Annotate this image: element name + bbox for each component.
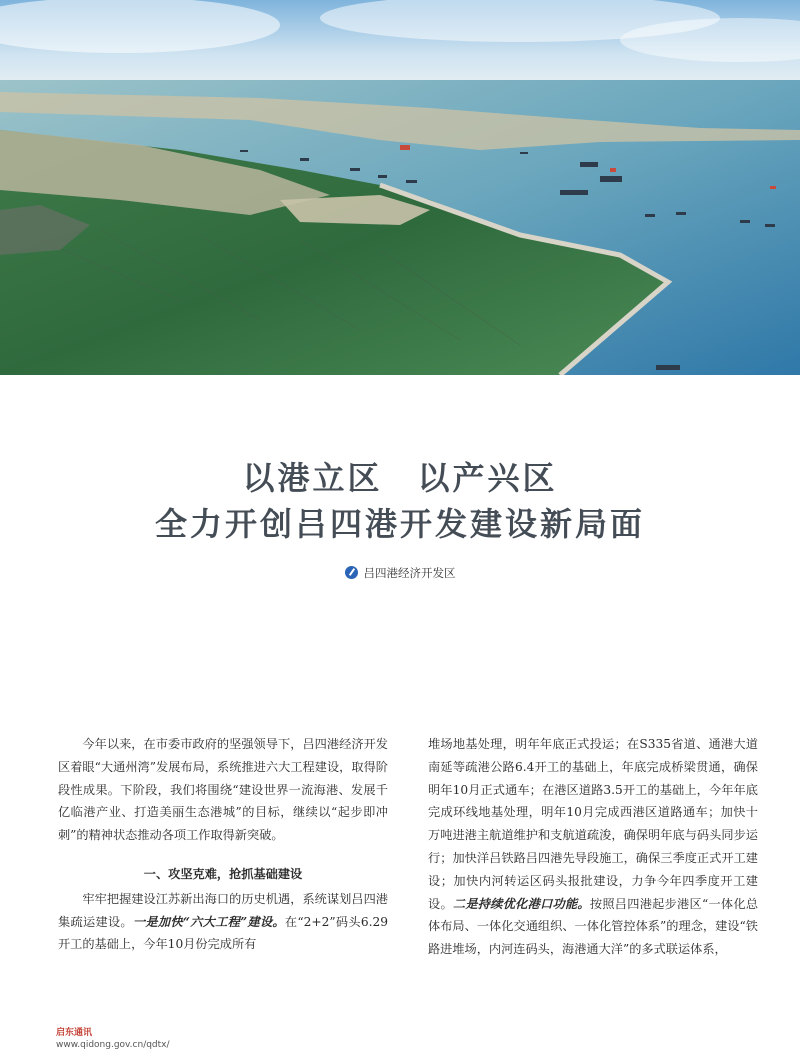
right-column: [428, 733, 758, 961]
title-line-2: 全力开创吕四港开发建设新局面: [154, 505, 645, 543]
hero-aerial-photo: [0, 0, 800, 375]
page-footer: [56, 1028, 170, 1051]
paragraph-text: 牢牢把握建设江苏新出海口的历史机遇，系统谋划吕四港集疏运建设。: [58, 891, 388, 929]
paragraph-text: 在“2+2”码头6.29开工的基础上，今年10月份完成所有: [58, 914, 389, 952]
pen-icon: [345, 566, 358, 579]
author-byline: [0, 565, 800, 581]
paragraph-text: 堆场地基处理，明年年底正式投运；在S335省道、通港大道南延等疏港公路6.4开工的基础上，年底完成桥梁贯通，确保明年10月正式通车；在港区道路3.5开工的基础上，今年年底完成环线地基处理，明年10月完成西港区道路通车；加快十万吨进港主航道维护和支航道疏浚，确保明年底与码头同步运行；加快洋吕铁路吕四港先导段施工，确保三季度正式开工建设；加快内河转运区码头报批建设，力争今年四季度开工建设。: [428, 737, 758, 911]
title-line-1: 以港立区 以产兴区: [242, 459, 558, 497]
article-title: [0, 455, 800, 547]
paragraph-intro: 今年以来，在市委市政府的坚强领导下，吕四港经济开发区着眼“大通州湾”发展布局，系统推进六大工程建设，取得阶段性成果。下阶段，我们将围绕“建设世界一流海港、发展千亿临港产业、打造美丽生态港城”的目标，继续以“起步即冲刺”的精神状态推动各项工作取得新突破。: [58, 737, 388, 843]
paragraph-continued: [428, 733, 758, 961]
footer-url[interactable]: www.qidong.gov.cn/qdtx/: [56, 1040, 170, 1050]
left-column: [58, 733, 388, 956]
section-heading-1: 一、攻坚克难，抢抓基础建设: [143, 866, 303, 881]
paragraph-text: 按照吕四港起步港区“一体化总体布局、一体化交通组织、一体化管控体系”的理念，建设“铁路进堆场，内河连码头，海港通大洋”的多式联运体系，: [428, 896, 759, 957]
emphasis-text: 一是加快“六大工程”建设。: [132, 914, 285, 929]
footer-brand: 启东通讯: [56, 1028, 93, 1038]
emphasis-text: 二是持续优化港口功能。: [452, 896, 590, 911]
author-name: 吕四港经济开发区: [363, 566, 456, 580]
paragraph-infrastructure: [58, 888, 388, 956]
hero-photo-art: [0, 0, 800, 375]
